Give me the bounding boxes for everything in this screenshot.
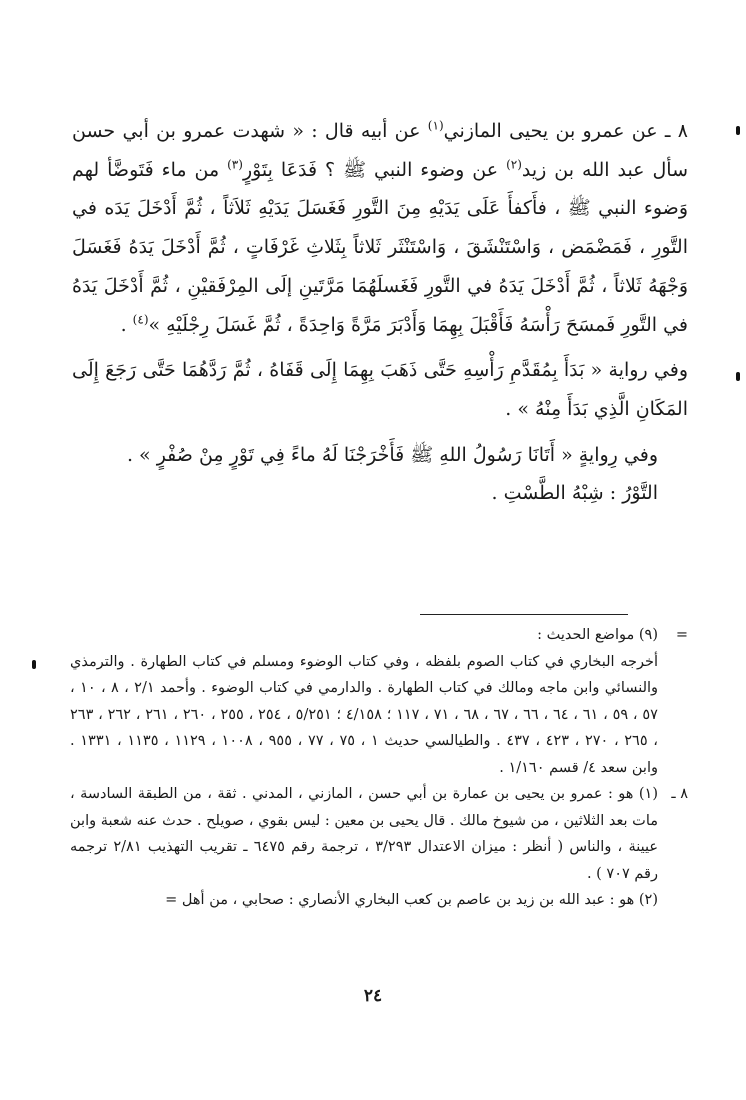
- binding-mark-lower: [32, 660, 36, 669]
- footnote-text: (١) هو : عمرو بن يحيى بن عمارة بن أبي حسن ، المازني ، المدني . ثقة ، من الطبقة السادسة ، مات بعد الثلاثين ، من شيوخ مالك . قال يحيى بن معين : ليس بقوي ، صويلح . حدث عنه شعبة وابن عيينة ، والناس ( أنظر : ميزان الاعتدال ٣/٢٩٣ ، ترجمة رقم ٦٤٧٥ ـ تقريب التهذيب ٢/٨١ ترجمه رقم ٧٠٧ ) .: [70, 786, 659, 882]
- footnote-8-2: [70, 887, 688, 914]
- binding-mark-middle: [736, 372, 740, 381]
- footnote-ref-2: (٢): [506, 157, 522, 172]
- footnote-text: أخرجه البخاري في كتاب الصوم بلفظه ، وفي كتاب الوضوء ومسلم في كتاب الطهارة . والترمذي والنسائي وابن ماجه ومالك في كتاب الطهارة . والدارمي في كتاب الوضوء . وأحمد ٢/١ ، ٨ ، ١٠ ، ٥٧ ، ٥٩ ، ٦١ ، ٦٤ ، ٦٦ ، ٦٧ ، ٦٨ ، ٧١ ، ١١٧ ؛ ٤/١٥٨ ؛ ٥/٢٥١ ، ٢٥٤ ، ٢٥٥ ، ٢٦٠ ، ٢٦١ ، ٢٦٢ ، ٢٦٣ ، ٢٦٥ ، ٢٧٠ ، ٤٢٣ ، ٤٣٧ . والطيالسي حديث ١ ، ٧٥ ، ٧٧ ، ٩٥٥ ، ١٠٠٨ ، ١١٢٩ ، ١١٣٥ ، ١٣٣١ . وابن سعد ٤/ قسم ١/١٦٠ .: [70, 653, 659, 776]
- footnotes: [70, 622, 688, 914]
- page-number: ٢٤: [363, 986, 383, 1006]
- footnote-heading: (٩) مواضع الحديث :: [537, 627, 658, 643]
- main-text: [72, 112, 688, 513]
- footnote-separator: [420, 614, 628, 615]
- footnote-9: [70, 622, 688, 781]
- binding-mark-top: [736, 126, 740, 135]
- footnote-8-1: [70, 781, 688, 887]
- footnote-text: (٢) هو : عبد الله بن زيد بن عاصم بن كعب البخاري الأنصاري : صحابي ، من أهل =: [165, 892, 658, 908]
- continuation-marker: =: [675, 627, 688, 643]
- hadith-marker: ٨ ـ: [671, 786, 688, 802]
- riwaya-1: وفي رواية « بَدَأَ بِمُقَدَّمِ رَأْسِهِ حَتَّى ذَهَبَ بِهِمَا إِلَى قَفَاهُ ، ثُمَّ رَدَّهُمَا حَتَّى رَجَعَ إِلَى المَكَانِ الَّذِي بَدَأَ مِنْهُ » .: [72, 359, 688, 420]
- hadith-8: ٨ ـ عن عمرو بن يحيى المازني$^{(١)}$ عن أبيه قال : « شهدت عمرو بن أبي حسن سأل عبد الله بن زيد$^{(٢)}$ عن وضوء النبي ﷺ ؟ فَدَعَا بِتَوْرٍ$^{(٣)}$ من ماء فَتَوضَّأ لهم وَضوء النبي ﷺ ، فأَكفأَ عَلَى يَدَيْهِ مِنَ التَّورِ فَغَسَلَ يَدَيْهِ ثَلاَثاً ، ثُمَّ أَدْخَلَ يَدَه في التَّورِ ، فَمَضْمَض ، وَاسْتَنْشَقَ ، وَاسْتَنْثَر ثَلاثاً بِثَلاثِ غَرْفَاتٍ ، ثُمَّ أَدْخَلَ يَدَهُ فَغَسَلَ وَجْهَهُ ثَلاثاً ، ثُمَّ أَدْخَلَ يَدَهُ في التَّورِ فَغَسلَهُمَا مَرَّتَينِ إلَى المِرْفَقيْنِ ، ثُمَّ أَدْخَلَ يَدَهُ في التَّورِ فَمسَحَ رَأْسَهُ فَأَقْبَلَ بِهِمَا وَأَدْبَرَ مَرَّةً وَاحِدَةً ، ثُمَّ غَسَلَ رِجْلَيْهِ »$^{(٤)}$ .: [72, 118, 688, 336]
- footnote-ref-4: (٤): [132, 312, 149, 327]
- riwaya-2: وفي رِوايةٍ « أَتَانَا رَسُولُ اللهِ ﷺ فَأَخْرَجْنَا لَهُ ماءً فِي تَوْرٍ مِنْ صُفْرٍ » .: [126, 443, 658, 466]
- hadith-number: ٨ ـ: [664, 120, 688, 142]
- footnote-ref-3: (٣): [227, 157, 243, 172]
- definition: التَّوْرُ : شِبْهُ الطَّسْتِ .: [491, 482, 658, 505]
- footnote-ref-1: (١): [427, 118, 444, 133]
